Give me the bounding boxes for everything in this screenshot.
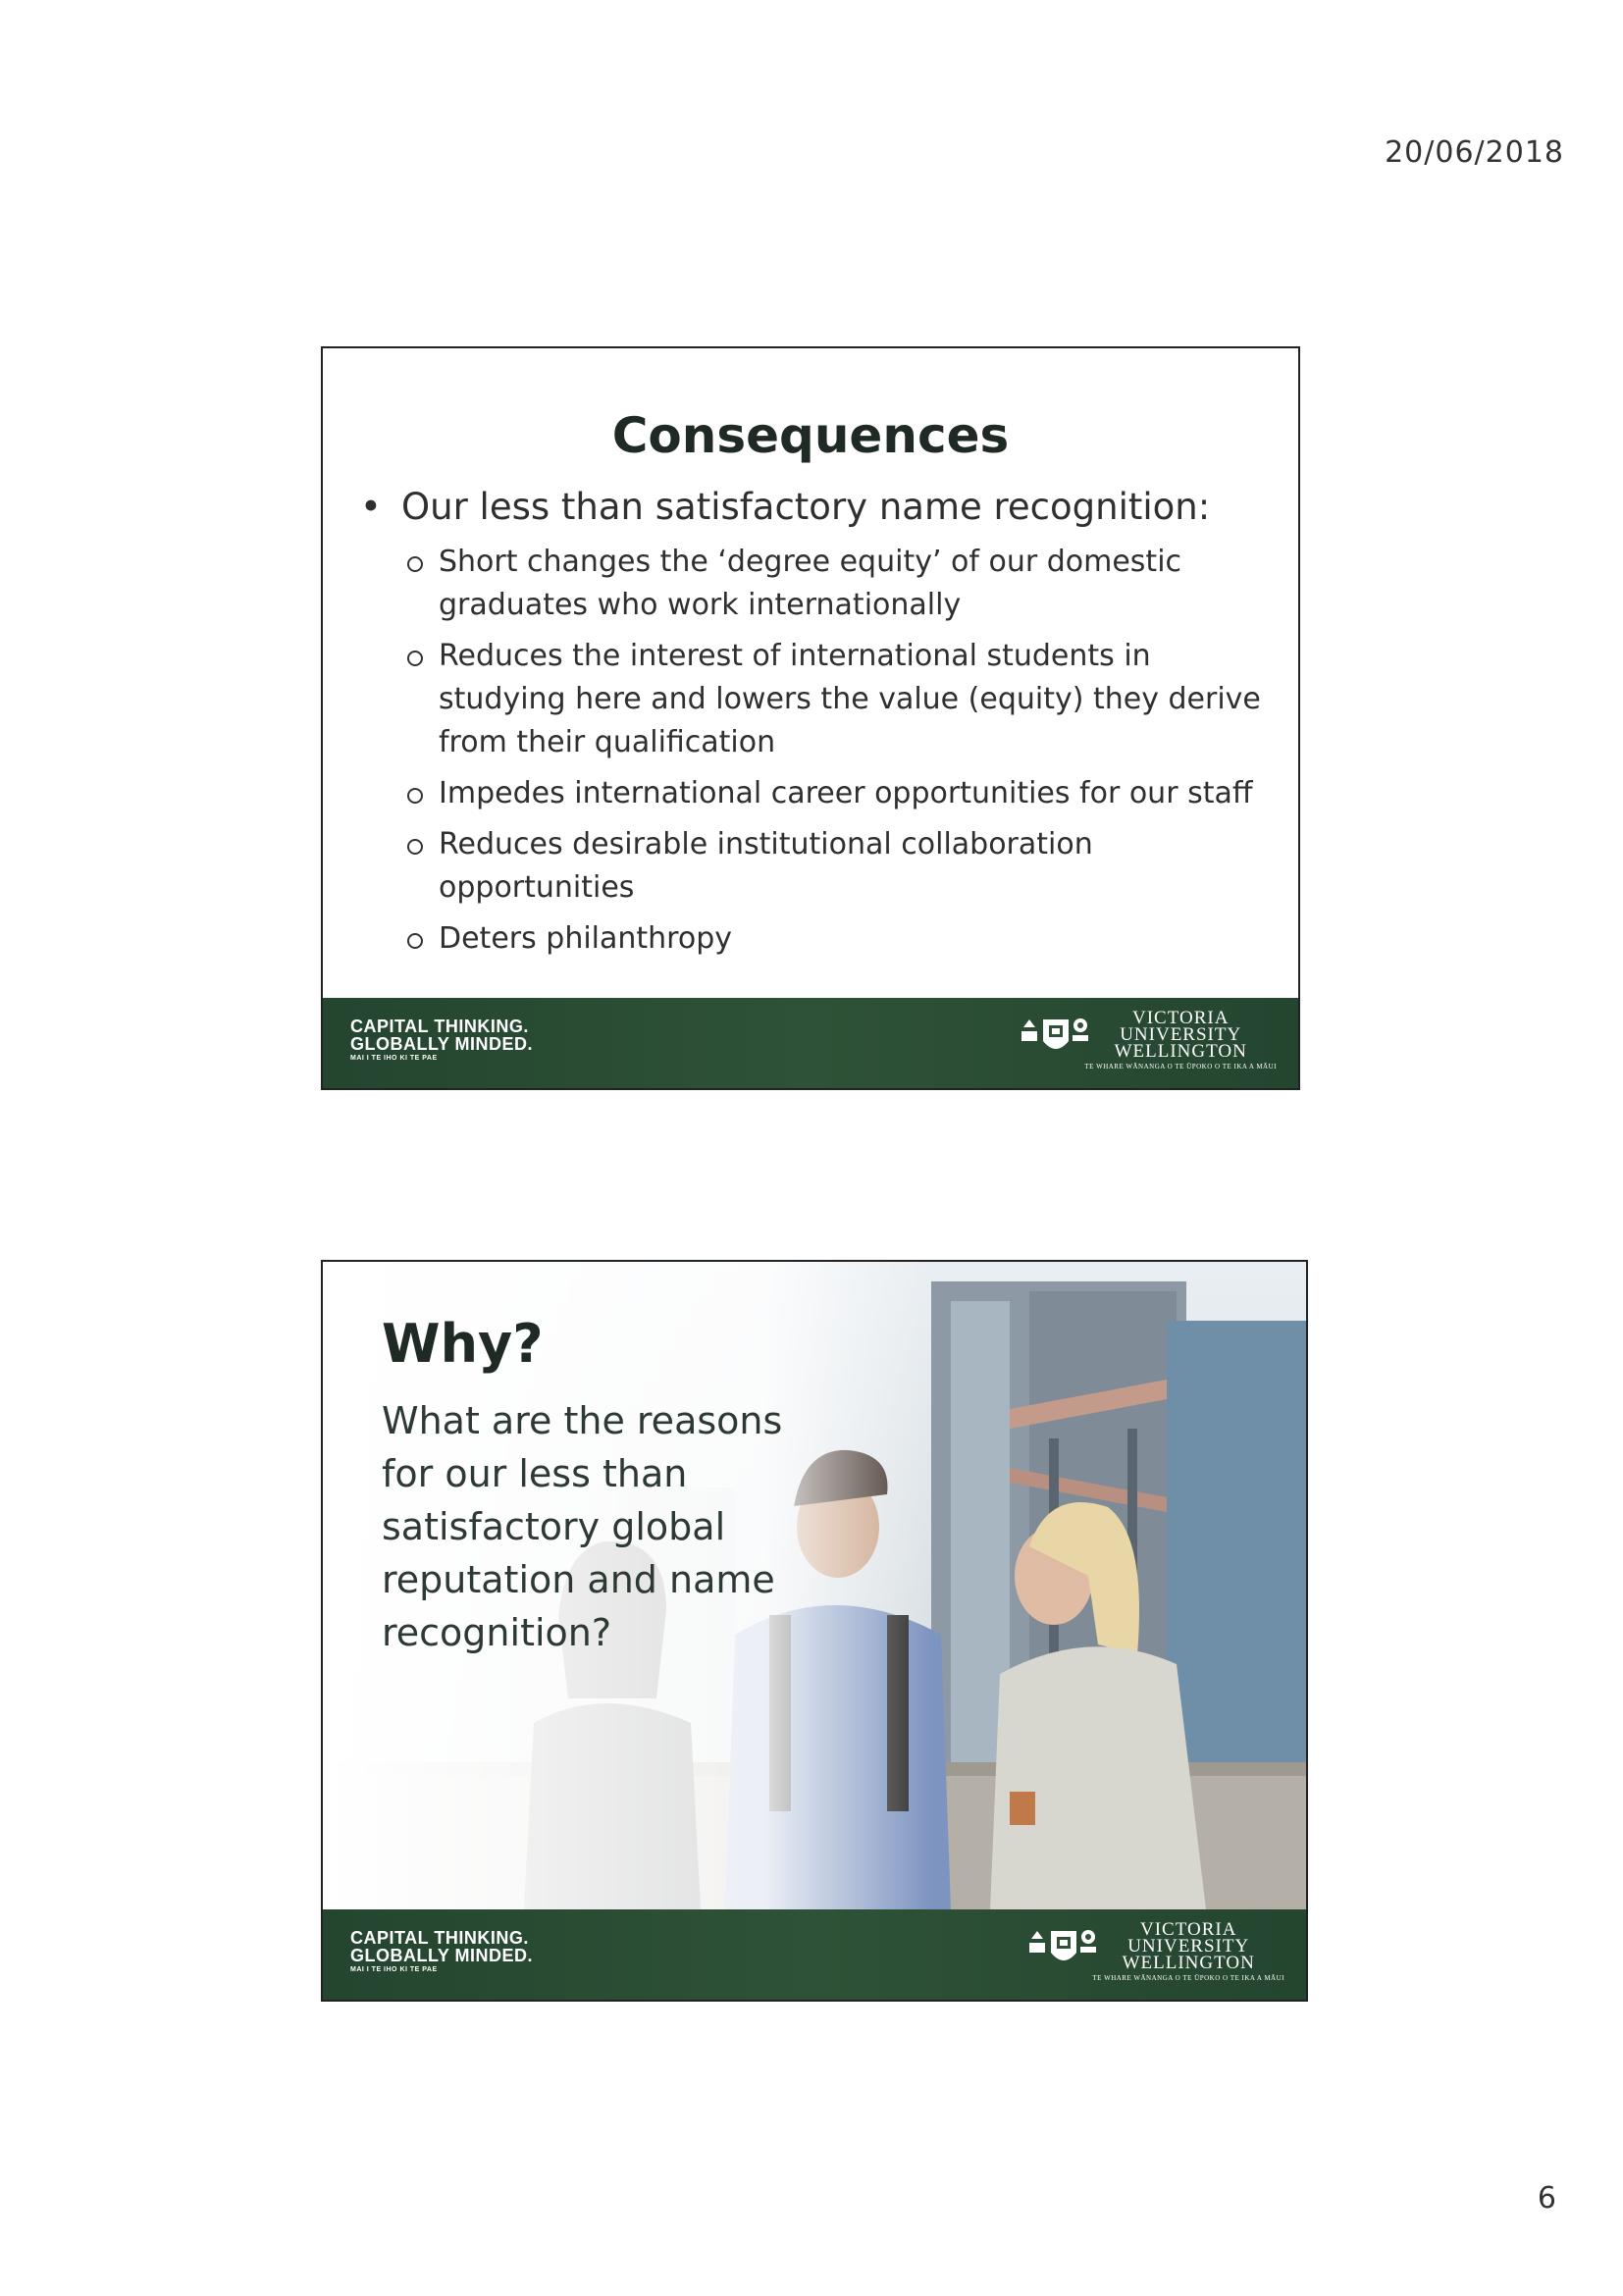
- university-logo: [1029, 1921, 1284, 1990]
- list-item-text: Reduces desirable institutional collaboration opportunities: [439, 827, 1093, 905]
- list-item: [407, 772, 1279, 815]
- sub-bullet-list: [407, 541, 1279, 968]
- slide-body-text: What are the reasons for our less than satisfactory global reputation and name recognition?: [382, 1399, 783, 1654]
- logo-line-2: UNIVERSITY: [1120, 1024, 1242, 1045]
- circle-bullet-icon: [407, 556, 423, 572]
- tagline: [350, 1018, 533, 1064]
- main-bullet: [360, 486, 1279, 528]
- tagline-line-1: CAPITAL THINKING.: [350, 1017, 529, 1036]
- bullet-dot-icon: •: [360, 486, 382, 528]
- tagline-line-1: CAPITAL THINKING.: [350, 1928, 529, 1948]
- list-item: [407, 635, 1279, 764]
- slide-footer: [323, 1909, 1306, 2000]
- tagline-line-2: GLOBALLY MINDED.: [350, 1034, 534, 1054]
- page-number: 6: [1537, 2181, 1556, 2216]
- circle-bullet-icon: [407, 839, 423, 855]
- logo-line-1: VICTORIA: [1139, 1919, 1237, 1940]
- logo-text: [1084, 1010, 1277, 1073]
- tagline-line-3: MAI I TE IHO KI TE PAE: [350, 1966, 438, 1973]
- university-logo: [1021, 1010, 1277, 1078]
- page-date: 20/06/2018: [1385, 135, 1564, 170]
- logo-line-2: UNIVERSITY: [1127, 1936, 1250, 1957]
- logo-line-4: TE WHARE WĀNANGA O TE ŪPOKO O TE IKA A MĀUI: [1084, 1063, 1277, 1070]
- crest-icon: [1021, 1014, 1092, 1065]
- list-item-text: Short changes the ‘degree equity’ of our domestic graduates who work internationally: [439, 545, 1182, 622]
- circle-bullet-icon: [407, 651, 423, 666]
- circle-bullet-icon: [407, 933, 423, 949]
- logo-line-3: WELLINGTON: [1114, 1041, 1247, 1062]
- list-item: [407, 917, 1279, 961]
- slide-consequences: [321, 346, 1300, 1090]
- logo-text: [1092, 1921, 1284, 1985]
- list-item: [407, 823, 1279, 910]
- slide-why: [321, 1260, 1308, 2002]
- circle-bullet-icon: [407, 788, 423, 804]
- slide-title: Consequences: [611, 407, 1010, 464]
- slide-title: Why?: [382, 1313, 544, 1375]
- tagline-line-3: MAI I TE IHO KI TE PAE: [350, 1055, 438, 1062]
- list-item-text: Impedes international career opportunities for our staff: [439, 776, 1253, 810]
- list-item-text: Reduces the interest of international students in studying here and lowers the value (equity) they derive from their qualification: [439, 639, 1261, 759]
- tagline: [350, 1929, 533, 1975]
- tagline-line-2: GLOBALLY MINDED.: [350, 1946, 534, 1965]
- slide-footer: [323, 998, 1298, 1088]
- crest-icon: [1029, 1925, 1100, 1976]
- logo-line-3: WELLINGTON: [1122, 1953, 1255, 1973]
- logo-line-4: TE WHARE WĀNANGA O TE ŪPOKO O TE IKA A MĀUI: [1092, 1974, 1284, 1982]
- list-item-text: Deters philanthropy: [439, 921, 733, 956]
- main-bullet-text: Our less than satisfactory name recognition:: [401, 486, 1211, 528]
- logo-line-1: VICTORIA: [1131, 1008, 1230, 1028]
- list-item: [407, 541, 1279, 627]
